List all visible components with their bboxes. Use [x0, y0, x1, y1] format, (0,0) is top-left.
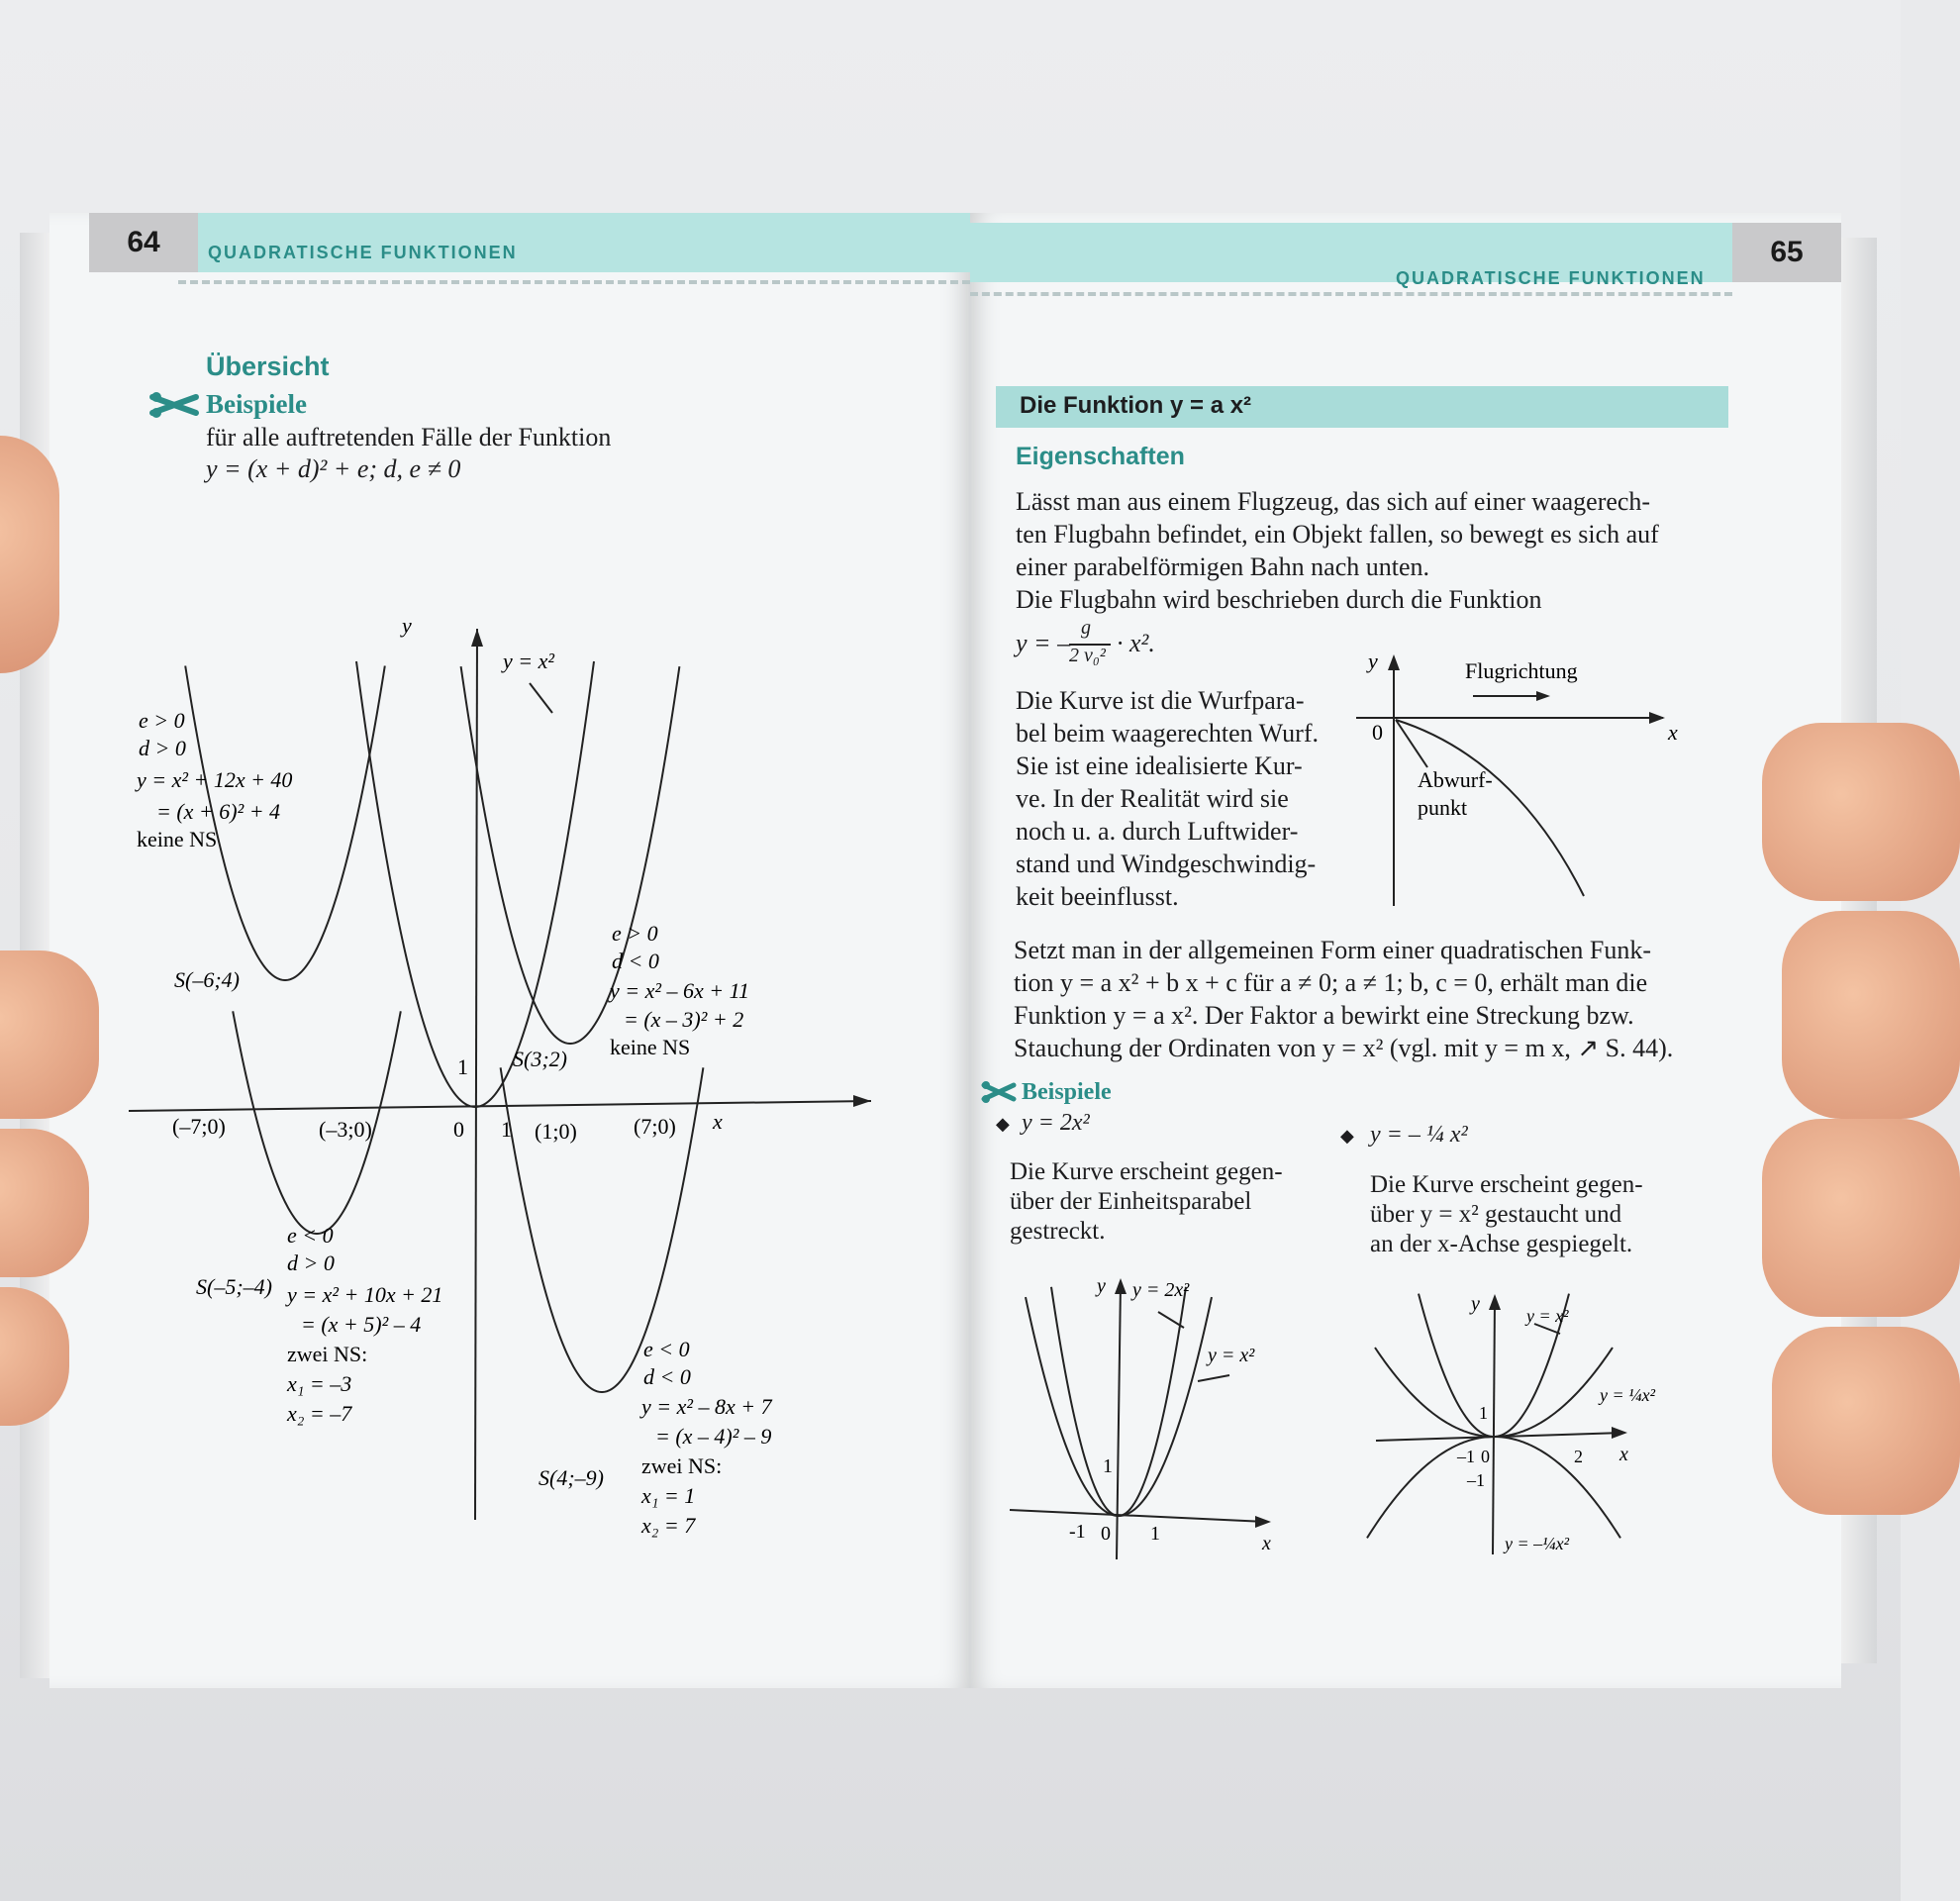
y-label: y — [402, 613, 412, 638]
g2-label-neg-quarter: y = –¼x² — [1505, 1534, 1570, 1553]
case3-l7: x₂ = –7 — [287, 1401, 352, 1426]
throw-origin: 0 — [1372, 720, 1383, 745]
para3-line3: Funktion y = a x². Der Faktor a bewirkt eine Streckung bzw. — [1014, 1001, 1634, 1030]
case3-l1: e < 0 — [287, 1223, 334, 1248]
example1-line3: gestreckt. — [1010, 1218, 1106, 1245]
para1-line2: ten Flugbahn befindet, ein Objekt fallen, so bewegt es sich auf — [1016, 520, 1659, 549]
g1-x: x — [1262, 1533, 1271, 1554]
case4-l6: x₁ = 1 — [641, 1483, 696, 1508]
case2-l3: y = x² – 6x + 11 — [610, 978, 749, 1003]
g1-origin: 0 — [1101, 1523, 1111, 1545]
root-7: (7;0) — [634, 1114, 676, 1139]
right-finger-3 — [1772, 1327, 1960, 1515]
case3-l6: x₁ = –3 — [287, 1371, 352, 1396]
case4-l7: x₂ = 7 — [641, 1513, 696, 1538]
left-page — [49, 213, 970, 1688]
label-leader — [530, 683, 552, 713]
case2-l2: d < 0 — [612, 949, 659, 973]
x-label: x — [713, 1109, 723, 1134]
case1-l2: d > 0 — [139, 736, 186, 760]
para2-line7: keit beeinflusst. — [1016, 882, 1179, 911]
case2-vertex: S(3;2) — [513, 1047, 567, 1071]
example2-formula: y = – ¼ x² — [1370, 1122, 1468, 1148]
overview-graph — [49, 213, 970, 1688]
origin-label: 0 — [453, 1117, 464, 1142]
g1-label-2x2: y = 2x² — [1132, 1279, 1190, 1301]
right-page — [970, 213, 1841, 1688]
curve-case3 — [233, 1011, 401, 1234]
formula-numerator: g — [1081, 617, 1091, 639]
case4-l5: zwei NS: — [641, 1453, 723, 1478]
case2-l4: = (x – 3)² + 2 — [624, 1007, 744, 1032]
example1-formula: y = 2x² — [1022, 1110, 1090, 1136]
g1-tick-m1: -1 — [1069, 1521, 1086, 1543]
g2-tick-2: 2 — [1574, 1447, 1583, 1466]
throw-y-label: y — [1368, 649, 1378, 673]
root-m7: (–7;0) — [172, 1114, 226, 1139]
left-thumb — [0, 436, 59, 673]
throw-start-l2: punkt — [1418, 795, 1468, 820]
para1-line4: Die Flugbahn wird beschrieben durch die Funktion — [1016, 585, 1542, 614]
para2-line1: Die Kurve ist die Wurfpara- — [1016, 686, 1305, 715]
title-box — [996, 386, 1728, 428]
intro-line-2: y = (x + d)² + e; d, e ≠ 0 — [206, 454, 461, 483]
g1-label-x2: y = x² — [1208, 1345, 1255, 1366]
case1-l4: = (x + 6)² + 4 — [156, 799, 281, 824]
formula-tail: · x². — [1117, 629, 1155, 657]
case3-l4: = (x + 5)² – 4 — [301, 1312, 422, 1337]
example2-line1: Die Kurve erscheint gegen- — [1370, 1171, 1643, 1198]
root-m3: (–3;0) — [319, 1117, 372, 1142]
page-number: 65 — [1732, 223, 1841, 282]
section-title: Übersicht — [206, 351, 330, 381]
case1-l3: y = x² + 12x + 40 — [137, 767, 293, 792]
para3-line1: Setzt man in der allgemeinen Form einer quadratischen Funk- — [1014, 936, 1652, 964]
throw-direction: Flugrichtung — [1465, 658, 1578, 683]
para2-line2: bel beim waagerechten Wurf. — [1016, 719, 1319, 748]
para3-line4: Stauchung der Ordinaten von y = x² (vgl. mit y = m x, ↗ S. 44). — [1014, 1034, 1674, 1062]
graph-stretch — [1010, 1272, 1287, 1569]
para1-line1: Lässt man aus einem Flugzeug, das sich auf einer waagerech- — [1016, 487, 1651, 516]
g1-tick-y: 1 — [1103, 1455, 1113, 1477]
case3-l5: zwei NS: — [287, 1342, 368, 1366]
case2-l1: e > 0 — [612, 921, 658, 946]
examples-label: Beispiele — [1022, 1079, 1112, 1105]
case4-vertex: S(4;–9) — [539, 1465, 604, 1490]
case2-l5: keine NS — [610, 1035, 691, 1059]
g2-label-x2: y = x² — [1526, 1306, 1569, 1326]
para2-line3: Sie ist eine idealisierte Kur- — [1016, 751, 1303, 780]
case3-l3: y = x² + 10x + 21 — [287, 1282, 443, 1307]
graph-compress — [1366, 1292, 1656, 1569]
bullet-2: ◆ — [1340, 1126, 1354, 1146]
case3-vertex: S(–5;–4) — [196, 1274, 272, 1299]
example2-line2: über y = x² gestaucht und — [1370, 1201, 1622, 1228]
page-number: 64 — [89, 213, 198, 272]
para2-line6: stand und Windgeschwindig- — [1016, 850, 1317, 878]
g2-tick-1: 1 — [1479, 1403, 1488, 1423]
case4-l4: = (x – 4)² – 9 — [655, 1424, 772, 1449]
case4-l3: y = x² – 8x + 7 — [641, 1394, 772, 1419]
example1-line1: Die Kurve erscheint gegen- — [1010, 1158, 1283, 1185]
bullet-1: ◆ — [996, 1114, 1010, 1134]
throw-start-l1: Abwurf- — [1418, 767, 1493, 792]
case1-l1: e > 0 — [139, 708, 185, 733]
g2-tick-m1: –1 — [1467, 1470, 1485, 1490]
tick-y-1: 1 — [457, 1054, 468, 1079]
examples-label: Beispiele — [206, 389, 307, 419]
left-finger-2 — [0, 1129, 89, 1277]
x-axis — [129, 1101, 871, 1111]
intro-line-1: für alle auftretenden Fälle der Funktion — [206, 423, 612, 451]
g2-x: x — [1619, 1444, 1628, 1465]
tick-x-1: 1 — [501, 1117, 512, 1142]
g2-origin: 0 — [1481, 1447, 1490, 1466]
case4-l2: d < 0 — [643, 1364, 691, 1389]
y-arrow — [471, 629, 483, 647]
example2-line3: an der x-Achse gespiegelt. — [1370, 1231, 1633, 1257]
formula-denominator: 2 v₀² — [1069, 645, 1106, 666]
throw-graph — [1356, 649, 1683, 916]
running-head: QUADRATISCHE FUNKTIONEN — [1396, 268, 1706, 288]
right-finger-1 — [1782, 911, 1960, 1119]
subheading: Eigenschaften — [1016, 443, 1185, 470]
g2-label-quarter: y = ¼x² — [1600, 1385, 1656, 1405]
para2-line5: noch u. a. durch Luftwider- — [1016, 817, 1299, 846]
para1-line3: einer parabelförmigen Bahn nach unten. — [1016, 552, 1429, 581]
para2-line4: ve. In der Realität wird sie — [1016, 784, 1289, 813]
right-finger-2 — [1762, 1119, 1960, 1317]
example1-line2: über der Einheitsparabel — [1010, 1188, 1252, 1215]
g2-y: y — [1471, 1293, 1480, 1315]
throw-x-label: x — [1668, 720, 1678, 745]
root-1: (1;0) — [535, 1119, 577, 1144]
case3-l2: d > 0 — [287, 1251, 335, 1275]
case1-vertex: S(–6;4) — [174, 967, 240, 992]
box-title: Die Funktion y = a x² — [1020, 392, 1252, 419]
running-head: QUADRATISCHE FUNKTIONEN — [208, 243, 518, 262]
scissors-icon — [980, 1079, 1018, 1105]
g2-tick-m1x: –1 — [1457, 1447, 1475, 1466]
formula-lead: y = – — [1016, 629, 1071, 657]
x-arrow — [853, 1095, 871, 1107]
header-divider — [970, 292, 1732, 296]
left-finger-1 — [0, 950, 99, 1119]
para3-line2: tion y = a x² + b x + c für a ≠ 0; a ≠ 1; b, c = 0, erhält man die — [1014, 968, 1648, 997]
case4-l1: e < 0 — [643, 1337, 690, 1361]
g1-tick-x: 1 — [1150, 1523, 1160, 1545]
case1-l5: keine NS — [137, 827, 218, 851]
g1-y: y — [1097, 1275, 1106, 1297]
label-base: y = x² — [503, 649, 554, 673]
right-thumb — [1762, 723, 1960, 901]
